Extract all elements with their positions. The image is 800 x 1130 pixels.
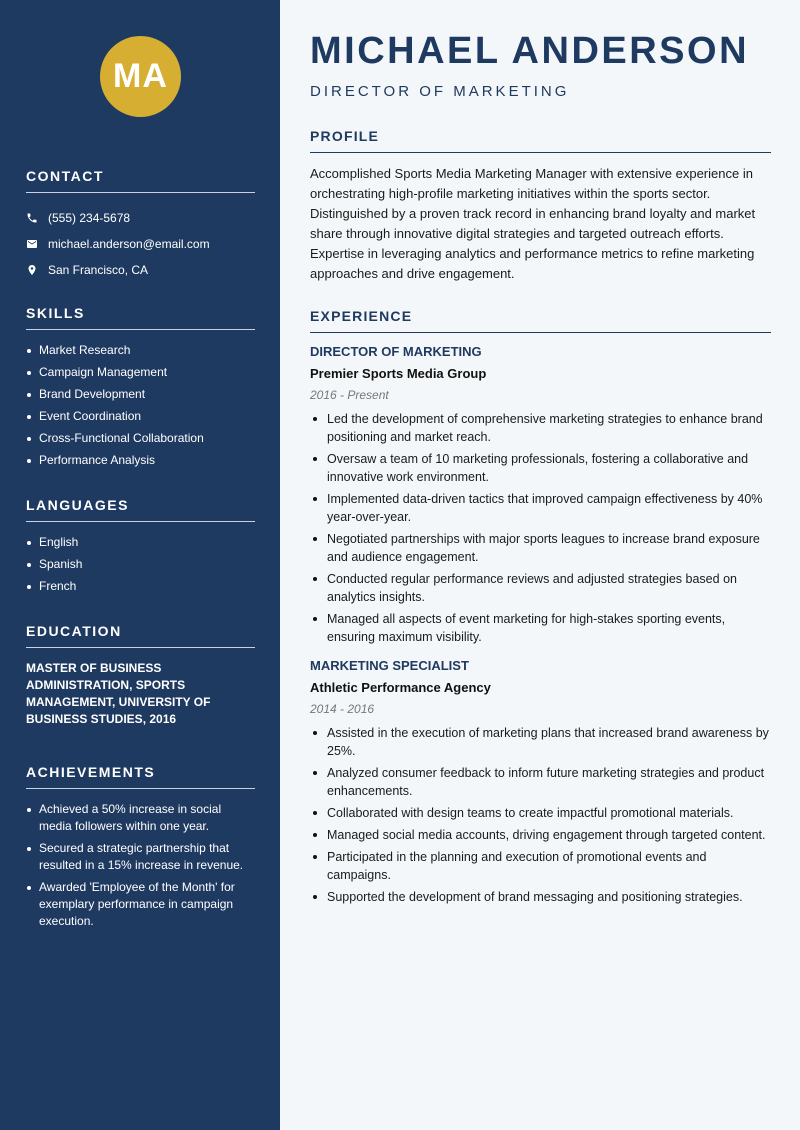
job-title: DIRECTOR OF MARKETING: [310, 344, 482, 359]
language-item: English: [26, 534, 255, 551]
languages-list: [26, 534, 255, 595]
achievements-section: [26, 764, 255, 935]
education-heading: EDUCATION: [26, 623, 255, 648]
job-bullets: [310, 724, 771, 906]
experience-heading: EXPERIENCE: [310, 308, 771, 333]
job-company: Athletic Performance Agency: [310, 680, 491, 695]
skill-item: Brand Development: [26, 386, 255, 403]
achievements-heading: ACHIEVEMENTS: [26, 764, 255, 789]
person-role: DIRECTOR OF MARKETING: [310, 83, 570, 100]
achievement-item: Awarded 'Employee of the Month' for exemplary performance in campaign execution.: [26, 879, 255, 930]
skill-item: Market Research: [26, 342, 255, 359]
job-bullet: Conducted regular performance reviews and adjusted strategies based on analytics insights.: [310, 570, 771, 606]
skill-item: Campaign Management: [26, 364, 255, 381]
job-company: Premier Sports Media Group: [310, 366, 487, 381]
skill-item: Event Coordination: [26, 408, 255, 425]
location-text: San Francisco, CA: [48, 263, 149, 277]
experience-section: [310, 308, 771, 910]
education-text: MASTER OF BUSINESS ADMINISTRATION, SPORTS MANAGEMENT, UNIVERSITY OF BUSINESS STUDIES, 2016: [26, 661, 211, 726]
achievement-item: Achieved a 50% increase in social media followers within one year.: [26, 801, 255, 835]
job-bullet: Collaborated with design teams to create impactful promotional materials.: [310, 804, 771, 822]
contact-phone[interactable]: [26, 205, 255, 231]
job-bullet: Supported the development of brand messaging and positioning strategies.: [310, 888, 771, 906]
profile-text: Accomplished Sports Media Marketing Manager with extensive experience in orchestrating high-profile marketing initiatives within the sports sector. Distinguished by a proven track record in enhancing brand loyalty and market share through innovative digital strategies and targeted outreach efforts. Expertise in leveraging analytics and performance metrics to refine marketing approaches and drive engagement.: [310, 166, 756, 281]
contact-location: [26, 257, 255, 283]
languages-section: [26, 497, 255, 600]
job-bullet: Oversaw a team of 10 marketing professionals, fostering a collaborative and innovative work environment.: [310, 450, 771, 486]
job-bullet: Led the development of comprehensive marketing strategies to enhance brand positioning and market reach.: [310, 410, 771, 446]
achievements-list: [26, 801, 255, 930]
skill-item: Cross-Functional Collaboration: [26, 430, 255, 447]
sidebar: [0, 0, 280, 1130]
job-bullets: [310, 410, 771, 646]
contact-heading: CONTACT: [26, 168, 255, 193]
job-bullet: Managed social media accounts, driving engagement through targeted content.: [310, 826, 771, 844]
job-dates: 2016 - Present: [310, 388, 389, 402]
achievement-item: Secured a strategic partnership that resulted in a 15% increase in revenue.: [26, 840, 255, 874]
education-section: [26, 623, 255, 728]
skills-list: [26, 342, 255, 469]
avatar: MA: [100, 36, 181, 117]
job-entry: [310, 344, 771, 646]
language-item: French: [26, 578, 255, 595]
language-item: Spanish: [26, 556, 255, 573]
job-entry: [310, 658, 771, 906]
job-bullet: Assisted in the execution of marketing plans that increased brand awareness by 25%.: [310, 724, 771, 760]
job-bullet: Implemented data-driven tactics that improved campaign effectiveness by 40% year-over-year.: [310, 490, 771, 526]
phone-text: (555) 234-5678: [48, 211, 131, 225]
job-bullet: Negotiated partnerships with major sports leagues to increase brand exposure and audience engagement.: [310, 530, 771, 566]
skills-section: [26, 305, 255, 474]
location-pin-icon: [26, 264, 38, 276]
contact-email[interactable]: [26, 231, 255, 257]
skills-heading: SKILLS: [26, 305, 255, 330]
email-text: michael.anderson@email.com: [48, 237, 210, 251]
contact-section: [26, 168, 255, 283]
languages-heading: LANGUAGES: [26, 497, 255, 522]
profile-heading: PROFILE: [310, 128, 771, 153]
skill-item: Performance Analysis: [26, 452, 255, 469]
job-bullet: Managed all aspects of event marketing for high-stakes sporting events, ensuring maximum visibility.: [310, 610, 771, 646]
job-title: MARKETING SPECIALIST: [310, 658, 469, 673]
person-name: MICHAEL ANDERSON: [310, 30, 750, 72]
job-dates: 2014 - 2016: [310, 702, 375, 716]
profile-section: [310, 128, 771, 284]
phone-icon: [26, 212, 38, 224]
job-bullet: Analyzed consumer feedback to inform future marketing strategies and product enhancements.: [310, 764, 771, 800]
email-icon: [26, 238, 38, 250]
job-bullet: Participated in the planning and execution of promotional events and campaigns.: [310, 848, 771, 884]
